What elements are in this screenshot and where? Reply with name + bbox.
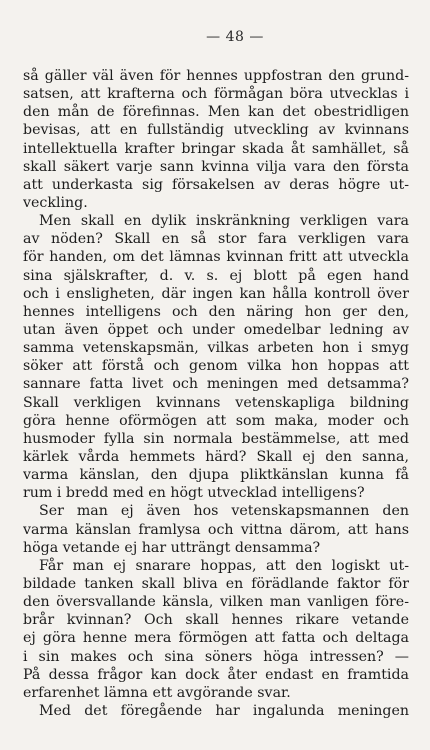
page-number: — 48 — [206, 29, 264, 45]
text-line: göra henne oförmögen att som maka, moder och [23, 412, 409, 429]
text-line: kärlek vårda hemmets härd? Skall ej den sanna, [23, 448, 409, 465]
text-line: husmoder fylla sin normala bestämmelse, att med [23, 430, 409, 447]
text-line: för handen, om det lämnas kvinnan fritt att utveckla [23, 249, 409, 266]
text-line: Men skall en dylik inskränkning verkligen vara [39, 213, 409, 230]
text-line: bevisas, att en fullständig utveckling av kvinnans [23, 122, 409, 139]
text-line: sannare fatta livet och meningen med detsamma? [23, 376, 409, 393]
text-line: den översvallande känsla, vilken man vanligen före- [23, 594, 409, 611]
text-line: brår kvinnan? Och skall hennes rikare vetande [23, 612, 409, 629]
text-line: intellektuella krafter bringar skada åt samhället, så [23, 140, 409, 157]
text-line: Med det föregående har ingalunda meningen [39, 702, 409, 719]
text-line: rum i bredd med en högt utvecklad intelligens? [23, 485, 365, 502]
text-line: varma känslan, den djupa pliktkänslan kunna få [23, 467, 409, 484]
text-line: Får man ej snarare hoppas, att den logiskt ut- [39, 557, 409, 574]
text-line: i sin makes och sina söners höga intressen? — [23, 648, 409, 665]
text-line: att underkasta sig försakelsen av deras högre ut- [23, 176, 409, 193]
text-line: Ser man ej även hos vetenskapsmannen den [39, 503, 409, 520]
text-line: bildade tanken skall bliva en förädlande faktor för [23, 575, 409, 592]
text-line: så gäller väl även för hennes uppfostran den grund- [23, 68, 409, 84]
text-line: samma vetenskapsmän, vilkas arbeten hon i smyg [23, 340, 409, 357]
text-line: På dessa frågor kan dock åter endast en framtida [23, 666, 409, 683]
text-line: ej göra henne mera förmögen att fatta och deltaga [23, 630, 409, 647]
page-header [0, 29, 430, 45]
body-text [23, 67, 409, 720]
text-line: satsen, att krafterna och förmågan böra utvecklas i [23, 86, 409, 103]
text-line: hennes intelligens och den näring hon ger den, [23, 303, 409, 320]
text-line: erfarenhet lämna ett avgörande svar. [23, 684, 291, 701]
text-line: den mån de förefinnas. Men kan det obestridligen [23, 104, 409, 121]
text-line: veckling. [23, 194, 88, 211]
text-line: varma känslan framlysa och vittna därom, att hans [23, 521, 409, 538]
text-line: söker att förstå och genom vilka hon hoppas att [23, 358, 409, 375]
text-line: höga vetande ej har utträngt densamma? [23, 539, 321, 556]
text-line: skall säkert varje sann kvinna vilja vara den första [23, 158, 409, 175]
text-line: utan även öppet och under omedelbar ledning av [23, 321, 409, 338]
text-line: sina själskrafter, d. v. s. ej blott på egen hand [23, 267, 409, 284]
text-line: av nöden? Skall en så stor fara verkligen vara [23, 231, 409, 248]
text-line: Skall verkligen kvinnans vetenskapliga bildning [23, 394, 409, 411]
text-line: och i ensligheten, där ingen kan hålla kontroll över [23, 285, 409, 302]
